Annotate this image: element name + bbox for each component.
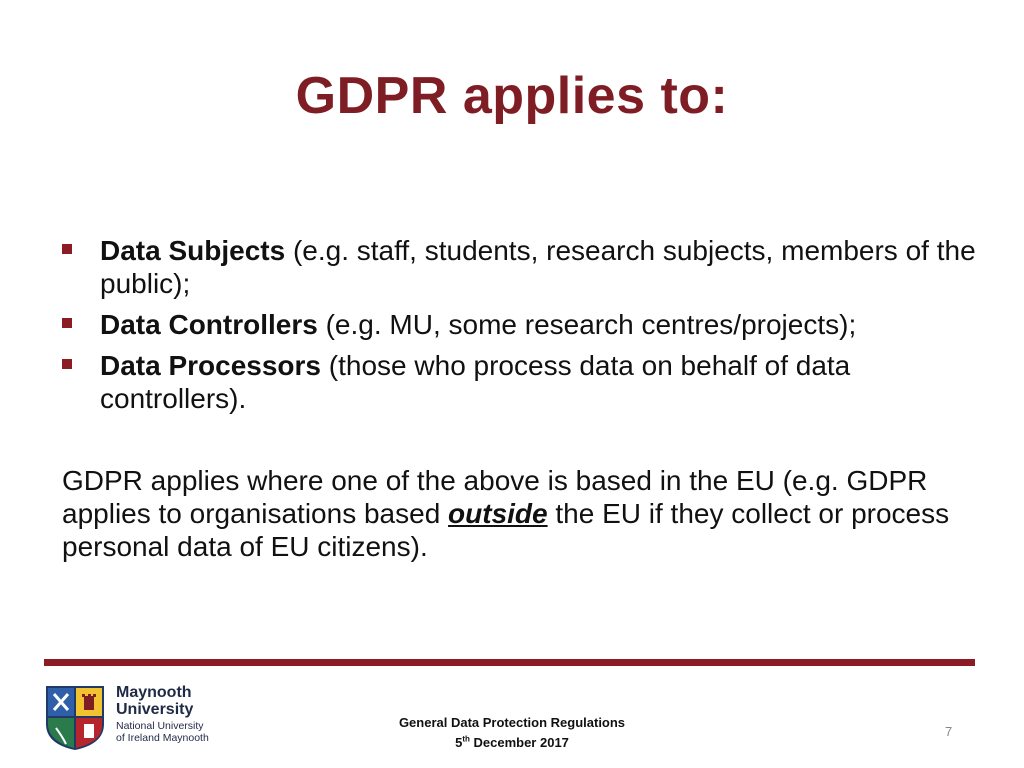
university-crest-icon [44,684,106,752]
bullet-description: (e.g. staff, students, research subjects, members of the public); [100,235,976,299]
bullet-list [62,234,982,423]
bullet-description: (e.g. MU, some research centres/projects); [317,309,857,340]
logo-name-line2: University [116,701,194,718]
footer-caption [362,713,662,753]
body-paragraph [62,464,992,563]
bullet-term: Data Subjects [100,235,286,266]
footer-date-rest: December 2017 [469,735,569,750]
footer-date-suffix: th [462,734,470,744]
logo-sub-line1: National University [116,720,204,732]
page-number: 7 [945,724,953,739]
bullet-term: Data Controllers [100,309,318,340]
bullet-item-data-subjects [62,234,982,300]
slide-title: GDPR applies to: [295,67,729,125]
bullet-item-data-processors [62,349,982,415]
paragraph-emphasis: outside [448,498,548,529]
bullet-term: Data Processors [100,350,322,381]
square-bullet-icon [62,318,72,328]
logo-text [116,684,256,744]
square-bullet-icon [62,244,72,254]
paragraph-text-after: the EU if they collect or process personal data of EU citizens). [62,498,950,562]
logo-name-line1: Maynooth [116,684,192,701]
footer-date [362,733,662,753]
logo-sub-line2: of Ireland Maynooth [116,732,209,744]
bullet-description: (those who process data on behalf of data controllers). [100,350,851,414]
university-logo [44,684,214,754]
paragraph-text-before: GDPR applies where one of the above is based in the EU (e.g. GDPR applies to organisations based [62,465,928,529]
square-bullet-icon [62,359,72,369]
footer-date-day: 5 [455,735,463,750]
bullet-item-data-controllers [62,308,982,341]
footer-divider [44,659,975,666]
footer-title: General Data Protection Regulations [398,715,626,730]
